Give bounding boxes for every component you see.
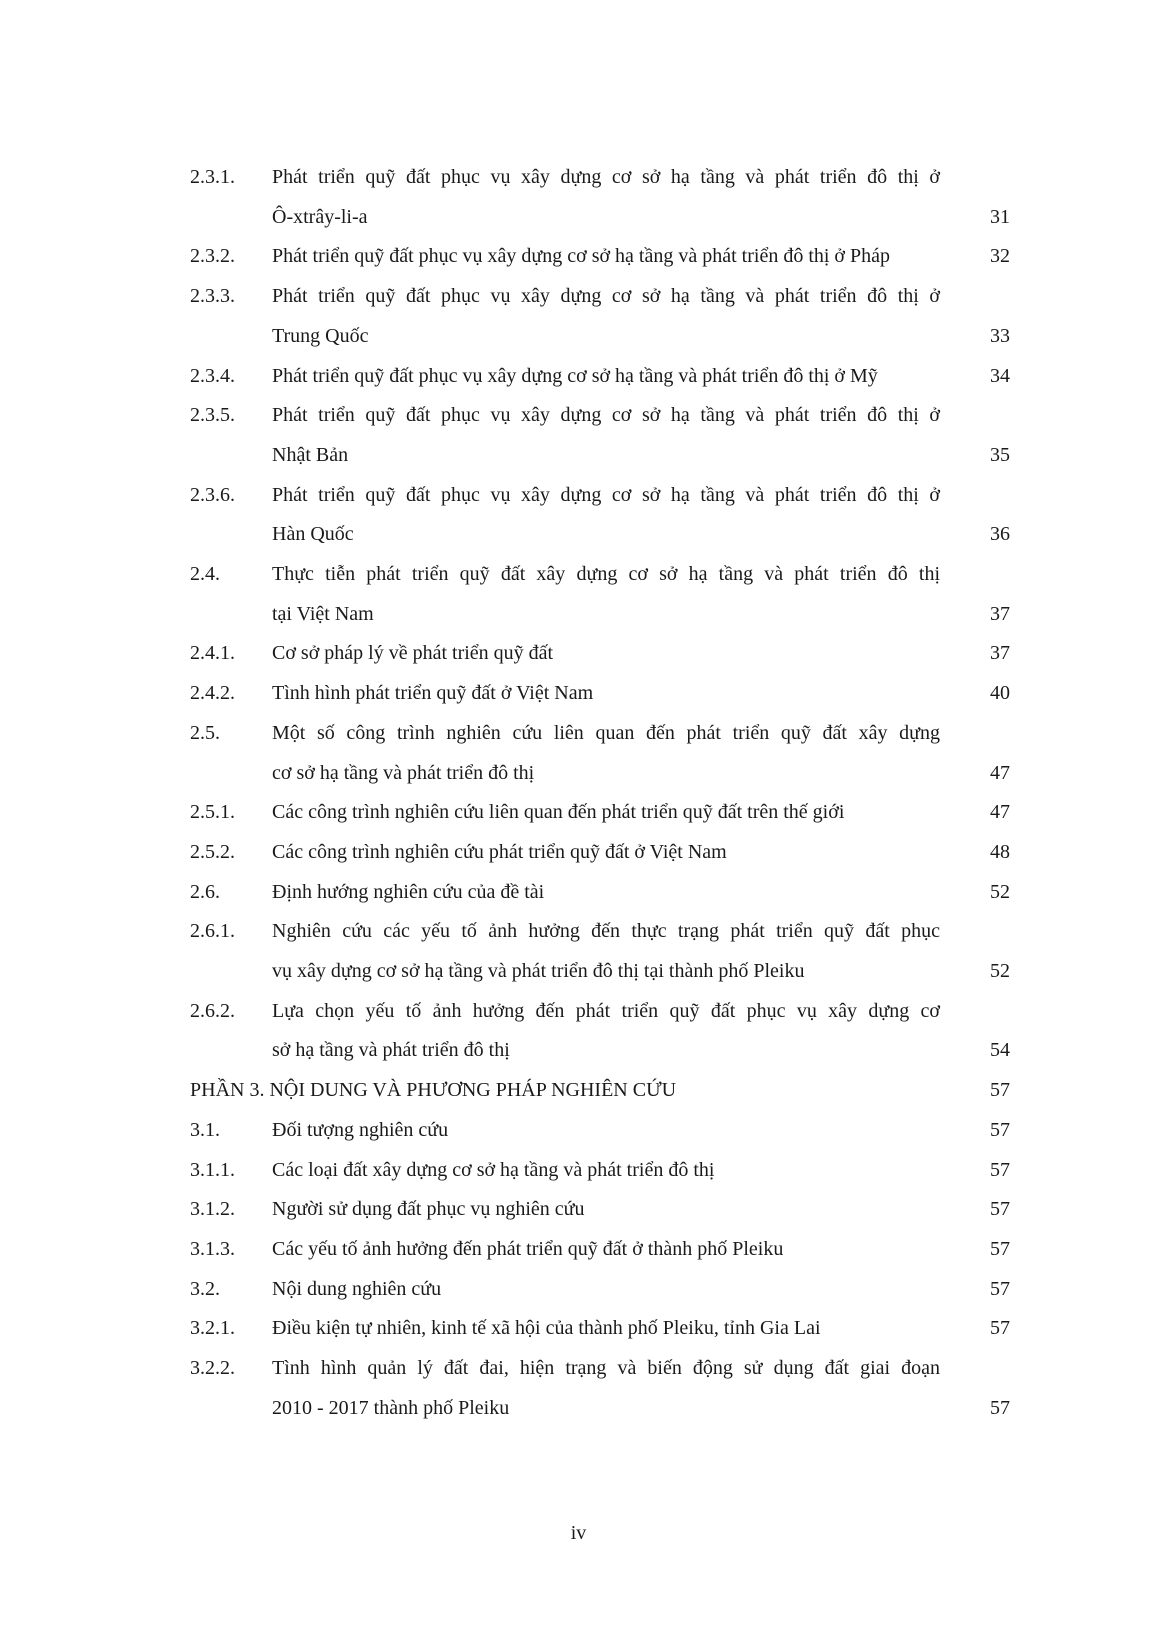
toc-entry-page-number: 57 — [990, 1158, 1010, 1181]
toc-entry[interactable] — [190, 396, 1010, 475]
page-number: iv — [570, 1522, 587, 1544]
toc-entry-number: 2.3.1. — [190, 166, 235, 188]
toc-entry-page-number: 40 — [990, 682, 1010, 705]
toc-entry-page-number: 37 — [990, 602, 1010, 625]
toc-entry-title-line: Phát triển quỹ đất phục vụ xây dựng cơ sở hạ tầng và phát triển đô thị ở — [272, 483, 940, 506]
toc-entry-number: 2.5.2. — [190, 840, 235, 863]
toc-entry[interactable] — [190, 1190, 1010, 1230]
toc-section-heading[interactable] — [190, 1071, 1010, 1111]
toc-entry-title-line: Các loại đất xây dựng cơ sở hạ tầng và phát triển đô thị — [272, 1158, 715, 1181]
toc-entry-number: 3.2.2. — [190, 1357, 235, 1380]
toc-entry-page-number: 57 — [990, 1317, 1010, 1340]
toc-entry-title-line: Cơ sở pháp lý về phát triển quỹ đất — [272, 642, 554, 665]
toc-entry-title-line: Trung Quốc — [272, 324, 369, 347]
toc-entry-title-line: Định hướng nghiên cứu của đề tài — [272, 880, 545, 903]
toc-entry-number: 2.3.2. — [190, 245, 235, 268]
toc-entry-title-line: cơ sở hạ tầng và phát triển đô thị — [272, 761, 535, 784]
toc-entry[interactable] — [190, 158, 1010, 237]
toc-entry-page-number: 57 — [990, 1237, 1010, 1260]
toc-entry-number: 2.4.2. — [190, 682, 235, 705]
toc-entry-title-line: Thực tiễn phát triển quỹ đất xây dựng cơ sở hạ tầng và phát triển đô thị — [272, 563, 940, 586]
toc-entry-title-line: Các công trình nghiên cứu phát triển quỹ đất ở Việt Nam — [272, 840, 727, 863]
toc-entry[interactable] — [190, 277, 1010, 356]
toc-entry-number: 3.1.1. — [190, 1158, 235, 1181]
toc-entry-page-number: 57 — [990, 1198, 1010, 1221]
toc-entry-page-number: 35 — [990, 443, 1010, 466]
toc-entry-page-number: 57 — [990, 1396, 1010, 1419]
toc-entry-number: 3.1.3. — [190, 1237, 235, 1260]
toc-entry[interactable] — [190, 634, 1010, 674]
toc-entry[interactable] — [190, 555, 1010, 634]
toc-entry-page-number: 34 — [990, 364, 1010, 387]
toc-entry-number: 2.3.5. — [190, 404, 235, 427]
toc-entry-number: 2.4.1. — [190, 642, 235, 665]
toc-entry-title-line: Đối tượng nghiên cứu — [272, 1118, 449, 1141]
toc-entry[interactable] — [190, 476, 1010, 555]
toc-entry-title-line: 2010 - 2017 thành phố Pleiku — [272, 1396, 510, 1419]
toc-entry-title-line: Nội dung nghiên cứu — [272, 1277, 442, 1300]
toc-entry-number: 3.2. — [190, 1277, 220, 1300]
toc-entry[interactable] — [190, 674, 1010, 714]
toc-entry-title-line: tại Việt Nam — [272, 602, 374, 625]
toc-entry-number: 2.5.1. — [190, 801, 235, 824]
toc-entry-title-line: Một số công trình nghiên cứu liên quan đến phát triển quỹ đất xây dựng — [272, 721, 940, 744]
toc-entry-page-number: 33 — [990, 324, 1010, 347]
toc-entry-number: 2.3.6. — [190, 483, 235, 506]
toc-entry[interactable] — [190, 992, 1010, 1071]
toc-entry-title-line: Hàn Quốc — [272, 523, 354, 546]
toc-entry-title-line: sở hạ tầng và phát triển đô thị — [272, 1039, 510, 1062]
toc-entry-number: 2.5. — [190, 721, 220, 744]
toc-entry-page-number: 52 — [990, 960, 1010, 983]
toc-entry[interactable] — [190, 237, 1010, 277]
toc-entry-title-line: Các công trình nghiên cứu liên quan đến phát triển quỹ đất trên thế giới — [272, 801, 845, 824]
toc-entry-page-number: 31 — [990, 205, 1010, 228]
toc-entry[interactable] — [190, 1151, 1010, 1191]
toc-entry-page-number: 36 — [990, 523, 1010, 546]
toc-entry-title-line: Phát triển quỹ đất phục vụ xây dựng cơ sở hạ tầng và phát triển đô thị ở — [272, 285, 940, 308]
toc-entry-number: 2.4. — [190, 563, 220, 586]
toc-entry-title-line: Lựa chọn yếu tố ảnh hưởng đến phát triển quỹ đất phục vụ xây dựng cơ — [272, 999, 940, 1022]
toc-entry-page-number: 57 — [990, 1277, 1010, 1300]
toc-entry-title-line: vụ xây dựng cơ sở hạ tầng và phát triển đô thị tại thành phố Pleiku — [272, 960, 805, 983]
toc-entry-page-number: 47 — [990, 761, 1010, 784]
toc-entry-number: 2.6.1. — [190, 920, 235, 943]
toc-entry-title-line: Phát triển quỹ đất phục vụ xây dựng cơ sở hạ tầng và phát triển đô thị ở Mỹ — [272, 364, 878, 387]
toc-entry-number: 2.6.2. — [190, 999, 235, 1022]
toc-entry-title-line: Phát triển quỹ đất phục vụ xây dựng cơ sở hạ tầng và phát triển đô thị ở Pháp — [272, 245, 891, 268]
toc-entry-page-number: 57 — [990, 1079, 1010, 1102]
toc-entry[interactable] — [190, 793, 1010, 833]
toc-entry-number: 2.6. — [190, 880, 220, 903]
toc-entry-number: 3.1. — [190, 1118, 220, 1141]
toc-entry[interactable] — [190, 1270, 1010, 1310]
toc-entry-title-line: Các yếu tố ảnh hưởng đến phát triển quỹ đất ở thành phố Pleiku — [272, 1237, 784, 1260]
toc-entry-page-number: 37 — [990, 642, 1010, 665]
toc-entry-title-line: PHẦN 3. NỘI DUNG VÀ PHƯƠNG PHÁP NGHIÊN CỨU — [190, 1079, 677, 1102]
toc-entry[interactable] — [190, 1349, 1010, 1428]
toc-entry[interactable] — [190, 1230, 1010, 1270]
toc-entry-title-line: Nhật Bản — [272, 443, 349, 466]
table-of-contents — [190, 158, 1010, 1429]
toc-entry-page-number: 48 — [990, 840, 1010, 863]
toc-entry-title-line: Ô-xtrây-li-a — [272, 205, 368, 228]
toc-entry-number: 3.2.1. — [190, 1317, 235, 1340]
toc-entry[interactable] — [190, 1309, 1010, 1349]
toc-entry[interactable] — [190, 873, 1010, 913]
toc-entry[interactable] — [190, 357, 1010, 397]
toc-entry-page-number: 52 — [990, 880, 1010, 903]
toc-entry-page-number: 54 — [990, 1039, 1010, 1062]
toc-entry-number: 2.3.4. — [190, 364, 235, 387]
toc-entry[interactable] — [190, 1111, 1010, 1151]
toc-entry-title-line: Tình hình phát triển quỹ đất ở Việt Nam — [272, 682, 594, 705]
toc-entry-title-line: Nghiên cứu các yếu tố ảnh hưởng đến thực trạng phát triển quỹ đất phục — [272, 920, 940, 943]
toc-entry-title-line: Người sử dụng đất phục vụ nghiên cứu — [272, 1198, 585, 1221]
toc-entry-page-number: 47 — [990, 801, 1010, 824]
toc-entry-page-number: 32 — [990, 245, 1010, 268]
toc-entry-title-line: Phát triển quỹ đất phục vụ xây dựng cơ sở hạ tầng và phát triển đô thị ở — [272, 404, 940, 427]
toc-entry-title-line: Điều kiện tự nhiên, kinh tế xã hội của thành phố Pleiku, tỉnh Gia Lai — [272, 1317, 821, 1340]
toc-entry-title-line: Tình hình quản lý đất đai, hiện trạng và biến động sử dụng đất giai đoạn — [272, 1357, 940, 1380]
toc-entry[interactable] — [190, 714, 1010, 793]
toc-entry[interactable] — [190, 912, 1010, 991]
toc-entry-number: 2.3.3. — [190, 285, 235, 308]
toc-entry-title-line: Phát triển quỹ đất phục vụ xây dựng cơ sở hạ tầng và phát triển đô thị ở — [272, 166, 940, 188]
toc-entry[interactable] — [190, 833, 1010, 873]
toc-entry-page-number: 57 — [990, 1118, 1010, 1141]
toc-entry-number: 3.1.2. — [190, 1198, 235, 1221]
